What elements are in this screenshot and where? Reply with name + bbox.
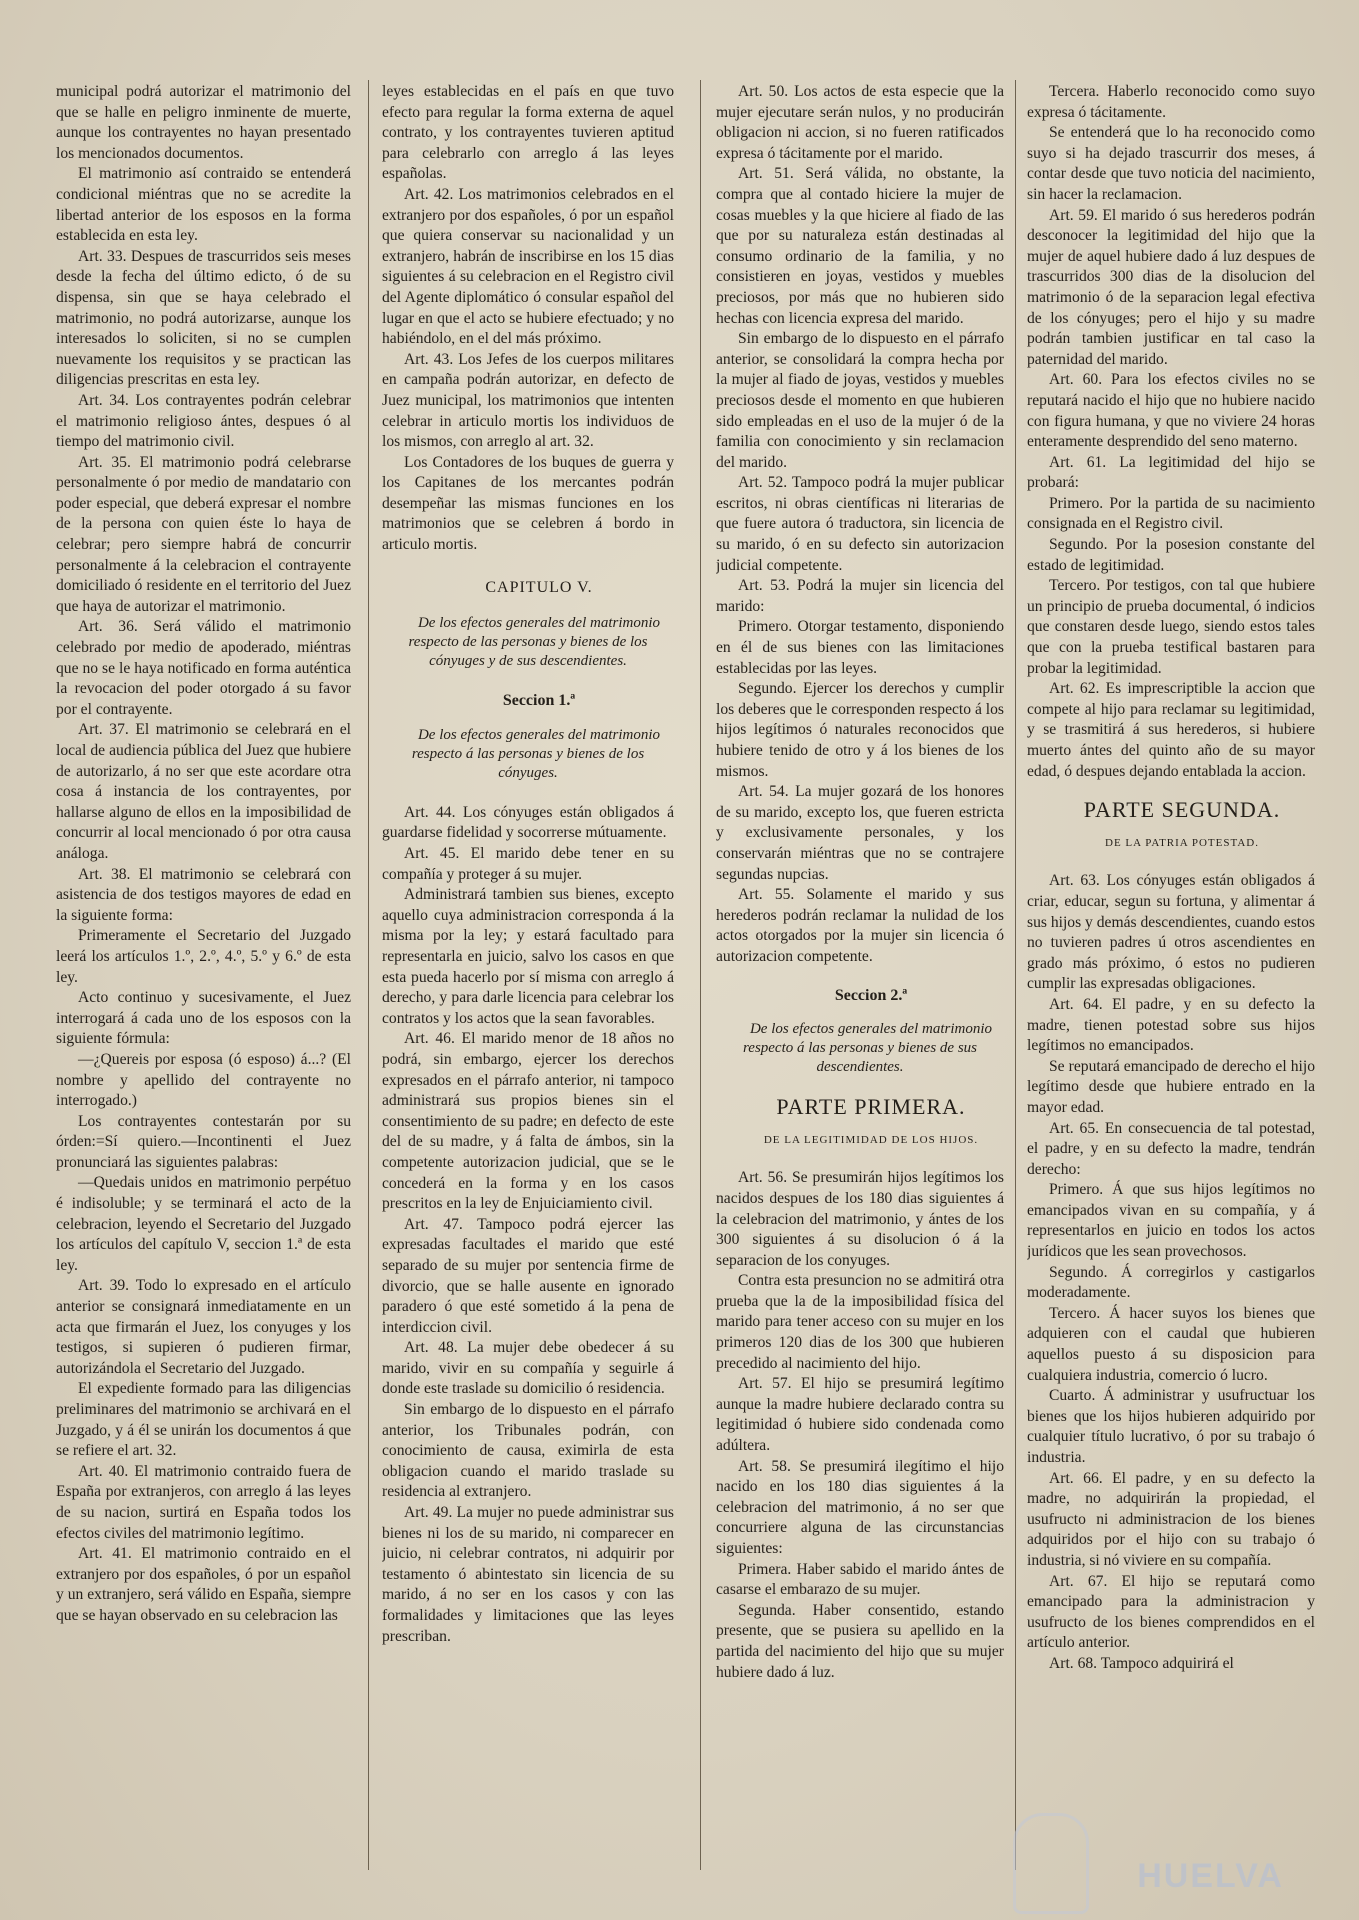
article-paragraph: Segundo. Por la posesion constante del estado de legitimidad. — [1027, 536, 1315, 574]
article-paragraph: Art. 58. Se presumirá ilegítimo el hijo nacido en los 180 dias siguientes á la celebracion del matrimonio, á no ser que concurriere alguna de las circunstancias siguientes: — [716, 1457, 1004, 1557]
article-paragraph: Art. 65. En consecuencia de tal potestad, el padre, y en su defecto la madre, tendrán derecho: — [1027, 1119, 1315, 1178]
article-paragraph: Segunda. Haber consentido, estando presente, que se pusiera su apellido en la partida del nacimiento del hijo que su mujer hubiere dado á luz. — [716, 1601, 1004, 1681]
article-paragraph: Tercero. Por testigos, con tal que hubiere un principio de prueba documental, ó indicios que constaren desde luego, siendo estos tales que con la prueba testifical bastaren para probar la legitimidad. — [1027, 577, 1315, 677]
article-paragraph: Acto continuo y sucesivamente, el Juez interrogará á cada uno de los esposos con la siguiente fórmula: — [56, 989, 351, 1048]
article-paragraph: Art. 51. Será válida, no obstante, la compra que al contado hiciere la mujer de cosas muebles y la que hiciere al fiado de las que por su naturaleza están destinadas al consumo ordinario de la familia, y no consistieren en joyas, vestidos y muebles preciosos, por más que no hubieren sido hechas con licencia expresa del marido. — [716, 165, 1004, 327]
article-paragraph: El matrimonio así contraido se entenderá condicional miéntras que no se acredite la libertad anterior de los esposos en la forma establecida en esta ley. — [56, 165, 351, 245]
section-heading: CAPITULO V. — [485, 578, 593, 596]
article-paragraph: Art. 56. Se presumirán hijos legítimos los nacidos despues de los 180 dias siguientes á la celebracion del matrimonio, y ántes de los 300 siguientes á su disolucion ó á la separacion de los conyuges. — [716, 1169, 1004, 1269]
column-divider — [1015, 80, 1016, 1870]
section-heading: PARTE SEGUNDA. — [1083, 797, 1281, 823]
column-divider — [368, 80, 369, 1870]
article-paragraph: Art. 57. El hijo se presumirá legítimo aunque la madre hubiere declarado contra su legitimidad ó hubiere sido condenada como adúltera. — [716, 1375, 1004, 1455]
article-paragraph: Art. 59. El marido ó sus herederos podrán desconocer la legitimidad del hijo que la mujer de aquel hubiere dado á luz despues de trascurridos 300 dias de la disolucion del matrimonio ó de la separacion legal efectiva de los cónyuges; pero el hijo y su madre podrán tambien justificar en tal caso la paternidad del marido. — [1027, 206, 1315, 368]
article-paragraph: Art. 53. Podrá la mujer sin licencia del marido: — [716, 577, 1004, 615]
article-paragraph: Art. 55. Solamente el marido y sus herederos podrán reclamar la nulidad de los actos otorgados por la mujer sin licencia ó autorizacion competente. — [716, 886, 1004, 965]
article-paragraph: Art. 54. La mujer gozará de los honores de su marido, excepto los, que fueren estricta y exclusivamente personales, y los conservarán miéntras que no se contrajere segundas nupcias. — [716, 783, 1004, 883]
article-paragraph: Art. 48. La mujer debe obedecer á su marido, vivir en su compañía y seguirle á donde este traslade su domicilio ó residencia. — [382, 1339, 674, 1398]
article-paragraph: Art. 38. El matrimonio se celebrará con asistencia de dos testigos mayores de edad en la siguiente forma: — [56, 865, 351, 924]
article-paragraph: Se reputará emancipado de derecho el hijo legítimo desde que hubiere entrado en la mayor edad. — [1027, 1057, 1315, 1116]
section-heading: De los efectos generales del matrimonio respecto á las personas y bienes de sus descendientes. — [743, 1021, 993, 1076]
article-paragraph: Contra esta presuncion no se admitirá otra prueba que la de la imposibilidad física del marido para tener acceso con su mujer en los primeros 120 dias de los 300 que hubieren precedido al nacimiento del hijo. — [716, 1272, 1004, 1372]
article-paragraph: Cuarto. Á administrar y usufructuar los bienes que los hijos hubieren adquirido por cualquier título lucrativo, ó por su trabajo ó industria. — [1027, 1387, 1315, 1466]
article-paragraph: —Quedais unidos en matrimonio perpétuo é indisoluble; y se terminará el acto de la celebracion, leyendo el Secretario del Juzgado los artículos del capítulo V, seccion 1.ª de esta ley. — [56, 1174, 351, 1274]
article-paragraph: Segundo. Ejercer los derechos y cumplir los deberes que le corresponden respecto á los hijos legítimos ó naturales reconocidos que hubiere tenido de otro y á los bienes de los mismos. — [716, 680, 1004, 780]
section-heading: Seccion 1.ª — [502, 692, 576, 710]
article-paragraph: Art. 37. El matrimonio se celebrará en el local de audiencia pública del Juez que hubiere de autorizarlo, á no ser que este acordare otra cosa á instancia de los contrayentes, por hallarse alguno de ellos en la imposibilidad de concurrir al local mencionado ó por otra causa análoga. — [56, 721, 351, 862]
library-seal-icon — [1013, 1813, 1089, 1914]
article-paragraph: municipal podrá autorizar el matrimonio del que se halle en peligro inminente de muerte, aunque los contrayentes no hayan presentado los mencionados documentos. — [56, 83, 351, 162]
article-paragraph: Art. 33. Despues de trascurridos seis meses desde la fecha del último edicto, ó de su dispensa, sin que se haya celebrado el matrimonio, no podrá autorizarse, aunque los interesados lo soliciten, si no se cumplen nuevamente los requisitos y se practican las diligencias prescritas en esta ley. — [56, 247, 351, 389]
article-paragraph: Art. 46. El marido menor de 18 años no podrá, sin embargo, ejercer los derechos expresados en el párrafo anterior, ni tampoco administrará sus propios bienes sin el consentimiento de su padre; en defecto de este del de su madre, y á falta de ámbos, sin la competente autorizacion judicial, que se le concederá en la forma y en los casos prescritos en la ley de Enjuiciamiento civil. — [382, 1030, 674, 1213]
article-paragraph: Primeramente el Secretario del Juzgado leerá los artículos 1.º, 2.º, 4.º, 5.º y 6.º de esta ley. — [56, 927, 351, 986]
article-paragraph: Art. 60. Para los efectos civiles no se reputará nacido el hijo que no hubiere nacido con figura humana, y que no viviere 24 horas enteramente desprendido del seno materno. — [1027, 371, 1315, 451]
text-column-2 — [382, 82, 674, 1907]
article-paragraph: Art. 41. El matrimonio contraido en el extranjero por dos españoles, ó por un español y un extranjero, será válido en España, siempre que se hayan observado en su celebracion las — [56, 1545, 351, 1624]
text-column-3 — [716, 82, 1004, 1907]
article-paragraph: Art. 62. Es imprescriptible la accion que compete al hijo para reclamar su legitimidad, y se trasmitirá á sus herederos, si hubiere muerto ántes del quinto año de su mayor edad, ó despues dejando entablada la accion. — [1027, 680, 1315, 780]
article-paragraph: Art. 45. El marido debe tener en su compañía y proteger á su mujer. — [382, 845, 674, 883]
section-heading: DE LA PATRIA POTESTAD. — [1105, 836, 1259, 849]
section-heading: DE LA LEGITIMIDAD DE LOS HIJOS. — [763, 1133, 979, 1146]
column-divider — [700, 80, 701, 1870]
article-paragraph: Art. 35. El matrimonio podrá celebrarse personalmente ó por medio de mandatario con poder especial, que deberá expresar el nombre de la persona con quien éste lo haya de celebrar; pero siempre habrá de concurrir personalmente á la celebracion el contrayente domiciliado ó residente en el territorio del Juez que haya de autorizar el matrimonio. — [56, 453, 351, 615]
article-paragraph: Art. 36. Será válido el matrimonio celebrado por medio de apoderado, miéntras que no se le haya notificado en forma auténtica la revocacion del poder otorgado á su favor por el contrayente. — [56, 618, 351, 718]
article-paragraph: Primera. Haber sabido el marido ántes de casarse el embarazo de su mujer. — [716, 1560, 1004, 1599]
section-heading: Seccion 2.ª — [834, 986, 908, 1004]
text-column-1 — [56, 82, 351, 1907]
article-paragraph: Art. 34. Los contrayentes podrán celebrar el matrimonio religioso ántes, despues ó al tiempo del matrimonio civil. — [56, 391, 351, 451]
article-paragraph: Los Contadores de los buques de guerra y los Capitanes de los mercantes podrán desempeñar las mismas funciones en los matrimonios que se celebren á bordo in articulo mortis. — [382, 453, 674, 554]
section-heading: De los efectos generales del matrimonio respecto á las personas y bienes de los cónyuges. — [411, 726, 661, 781]
article-paragraph: Tercera. Haberlo reconocido como suyo expresa ó tácitamente. — [1027, 83, 1315, 121]
watermark: HUELVA — [1137, 1857, 1284, 1895]
article-paragraph: Art. 68. Tampoco adquirirá el — [1049, 1654, 1234, 1672]
article-paragraph: Primero. Á que sus hijos legítimos no emancipados vivan en su compañía, y á representarlos en juicio en todos los actos jurídicos que les sean provechosos. — [1027, 1181, 1315, 1261]
article-paragraph: Art. 40. El matrimonio contraido fuera de España por extranjeros, con arreglo á las leyes de su nacion, surtirá en España todos los efectos civiles del matrimonio legítimo. — [56, 1462, 351, 1542]
article-paragraph: Art. 39. Todo lo expresado en el artículo anterior se consignará inmediatamente en un acta que firmarán el Juez, los conyuges y los testigos, si supieren ó pudieren firmar, autorizándola el Secretario del Juzgado. — [56, 1277, 351, 1377]
article-paragraph: Art. 61. La legitimidad del hijo se probará: — [1027, 453, 1315, 492]
article-paragraph: Art. 52. Tampoco podrá la mujer publicar escritos, ni obras científicas ni literarias de que fuere autora ó traductora, sin licencia de su marido, ó en su defecto sin autorizacion judicial competente. — [716, 474, 1004, 574]
text-column-4 — [1027, 82, 1315, 1907]
article-paragraph: Primero. Por la partida de su nacimiento consignada en el Registro civil. — [1027, 494, 1315, 533]
article-paragraph: El expediente formado para las diligencias preliminares del matrimonio se archivará en el Juzgado, y á él se unirán los documentos á que se refiere el art. 32. — [56, 1380, 351, 1460]
article-paragraph: Los contrayentes contestarán por su órden:=Sí quiero.—Incontinenti el Juez pronunciará las siguientes palabras: — [56, 1112, 351, 1171]
article-paragraph: Art. 67. El hijo se reputará como emancipado para la administracion y usufructo de los bienes comprendidos en el artículo anterior. — [1027, 1572, 1315, 1652]
article-paragraph: Art. 50. Los actos de esta especie que la mujer ejecutare serán nulos, y no producirán obligacion ni accion, si no fueren ratificados expresa ó tácitamente por el marido. — [716, 83, 1004, 162]
section-heading: De los efectos generales del matrimonio respecto de las personas y bienes de los cónyuges y de sus descendientes. — [408, 615, 661, 670]
article-paragraph: leyes establecidas en el país en que tuvo efecto para regular la forma externa de aquel contrato, y los contrayentes tuvieren aptitud para celebrarlo con arreglo á las leyes españolas. — [382, 83, 674, 183]
article-paragraph: Tercero. Á hacer suyos los bienes que adquieren con el caudal que hubieren aquellos puesto á su disposicion para cualquiera industria, comercio ó lucro. — [1027, 1304, 1315, 1384]
article-paragraph: —¿Quereis por esposa (ó esposo) á...? (El nombre y apellido del contrayente no interrogado.) — [56, 1050, 351, 1110]
article-paragraph: Sin embargo de lo dispuesto en el párrafo anterior, se consolidará la compra hecha por la mujer al fiado de joyas, vestidos y muebles preciosos desde el momento en que hubieren sido empleadas en el uso de la mujer ó de la familia con conocimiento y sin reclamacion del marido. — [716, 330, 1004, 471]
article-paragraph: Art. 66. El padre, y en su defecto la madre, no adquirirán la propiedad, el usufructo ni administracion de los bienes adquiridos por el hijo con su trabajo ó industria, si nó viviere en su compañía. — [1027, 1469, 1315, 1569]
article-paragraph: Art. 42. Los matrimonios celebrados en el extranjero por dos españoles, ó por un español que quiera conservar su nacionalidad y un extranjero, habrán de inscribirse en los 15 dias siguientes á su celebracion en el Registro civil del Agente diplomático ó consular español del lugar en que el acto se hubiere efectuado; y no habiéndolo, en el del más próximo. — [382, 185, 674, 348]
article-paragraph: Art. 64. El padre, y en su defecto la madre, tienen potestad sobre sus hijos legítimos no emancipados. — [1027, 995, 1315, 1055]
article-paragraph: Administrará tambien sus bienes, excepto aquello cuya administracion corresponda á la misma por la ley; y estará facultado para representarla en juicio, salvo los casos en que esta pueda hacerlo por sí misma con arreglo á derecho, y para darle licencia para celebrar los contratos y los actos que la sean favorables. — [382, 886, 674, 1027]
article-paragraph: Segundo. Á corregirlos y castigarlos moderadamente. — [1027, 1263, 1315, 1302]
article-paragraph: Art. 44. Los cónyuges están obligados á guardarse fidelidad y socorrerse mútuamente. — [382, 803, 674, 842]
article-paragraph: Sin embargo de lo dispuesto en el párrafo anterior, los Tribunales podrán, con conocimiento de causa, eximirla de esta obligacion cuando el marido traslade su residencia al extranjero. — [382, 1401, 674, 1501]
article-paragraph: Art. 63. Los cónyuges están obligados á criar, educar, segun su fortuna, y alimentar á sus hijos y demás descendientes, cuando estos no tuvieren padres ú otros ascendientes en grado más próximo, ó estos no pudieren cumplir las expresadas obligaciones. — [1027, 872, 1315, 993]
article-paragraph: Art. 43. Los Jefes de los cuerpos militares en campaña podrán autorizar, en defecto de Juez municipal, los matrimonios que intenten celebrar in articulo mortis los individuos de los mismos, con arreglo al art. 32. — [382, 350, 674, 451]
article-paragraph: Art. 47. Tampoco podrá ejercer las expresadas facultades el marido que esté separado de su mujer por sentencia firme de divorcio, que se halle ausente en ignorado paradero ó que esté sometido á la pena de interdiccion civil. — [382, 1215, 674, 1336]
article-paragraph: Se entenderá que lo ha reconocido como suyo si ha dejado trascurrir dos meses, á contar desde que tuvo noticia del nacimiento, sin hacer la reclamacion. — [1027, 124, 1315, 203]
article-paragraph: Primero. Otorgar testamento, disponiendo en él de sus bienes con las limitaciones establecidas por las leyes. — [716, 618, 1004, 677]
section-heading: PARTE PRIMERA. — [776, 1094, 966, 1120]
article-paragraph: Art. 49. La mujer no puede administrar sus bienes ni los de su marido, ni comparecer en juicio, ni celebrar contratos, ni adquirir por testamento ó abintestato sin licencia de su marido, á no ser en los casos y con las formalidades y limitaciones que las leyes prescriban. — [382, 1504, 674, 1645]
